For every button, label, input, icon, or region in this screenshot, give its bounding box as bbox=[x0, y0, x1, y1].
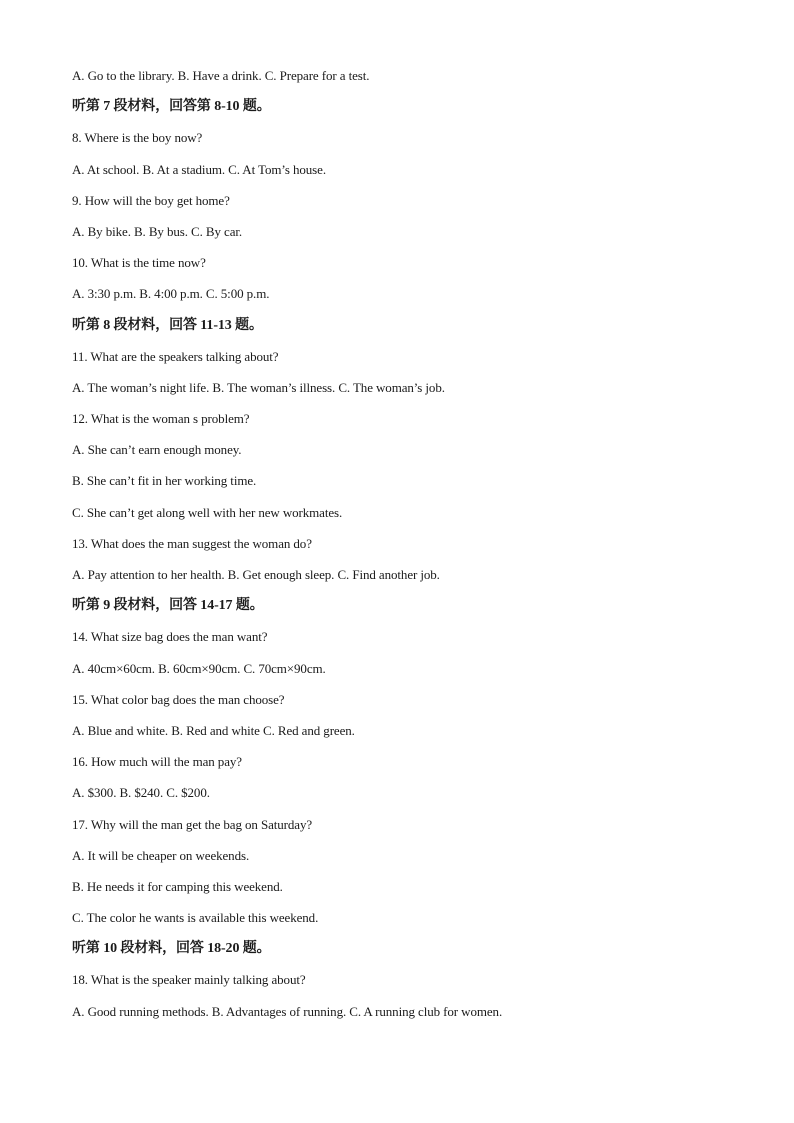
option-line: A. It will be cheaper on weekends. bbox=[72, 847, 250, 863]
option-line: A. $300. B. $240. C. $200. bbox=[72, 785, 210, 801]
section-heading: 听第 7 段材料，回答第 8-10 题。 bbox=[72, 99, 271, 115]
option-line: A. Go to the library. B. Have a drink. C. Prepare for a test. bbox=[72, 68, 370, 83]
option-line: A. Good running methods. B. Advantages of running. C. A running club for women. bbox=[72, 1003, 503, 1019]
option-line: A. 3:30 p.m. B. 4:00 p.m. C. 5:00 p.m. bbox=[72, 286, 270, 302]
option-line: A. At school. B. At a stadium. C. At Tom’s house. bbox=[72, 161, 326, 177]
option-line: B. She can’t fit in her working time. bbox=[72, 473, 257, 489]
option-line: A. By bike. B. By bus. C. By car. bbox=[72, 223, 243, 239]
question-line: 16. How much will the man pay? bbox=[72, 754, 242, 770]
section-heading: 听第 10 段材料，回答 18-20 题。 bbox=[72, 941, 271, 957]
option-line: C. The color he wants is available this weekend. bbox=[72, 910, 319, 926]
document-page bbox=[72, 66, 732, 1033]
option-line: C. She can’t get along well with her new workmates. bbox=[72, 504, 343, 520]
option-line: A. The woman’s night life. B. The woman’s illness. C. The woman’s job. bbox=[72, 379, 445, 395]
question-line: 9. How will the boy get home? bbox=[72, 192, 230, 208]
option-line: A. Pay attention to her health. B. Get enough sleep. C. Find another job. bbox=[72, 567, 440, 582]
question-line: 8. Where is the boy now? bbox=[72, 130, 203, 146]
option-line: B. He needs it for camping this weekend. bbox=[72, 878, 283, 894]
question-line: 15. What color bag does the man choose? bbox=[72, 691, 285, 707]
question-line: 17. Why will the man get the bag on Saturday? bbox=[72, 816, 313, 832]
section-heading: 听第 9 段材料，回答 14-17 题。 bbox=[72, 598, 264, 614]
question-line: 10. What is the time now? bbox=[72, 255, 206, 271]
option-line: A. Blue and white. B. Red and white C. Red and green. bbox=[72, 722, 355, 738]
question-line: 11. What are the speakers talking about? bbox=[72, 348, 279, 364]
question-line: 12. What is the woman s problem? bbox=[72, 411, 250, 427]
question-line: 13. What does the man suggest the woman do? bbox=[72, 535, 312, 551]
question-line: 14. What size bag does the man want? bbox=[72, 629, 268, 645]
option-line: A. She can’t earn enough money. bbox=[72, 442, 242, 458]
option-line: A. 40cm×60cm. B. 60cm×90cm. C. 70cm×90cm. bbox=[72, 660, 326, 676]
section-heading: 听第 8 段材料，回答 11-13 题。 bbox=[72, 317, 263, 333]
question-line: 18. What is the speaker mainly talking about? bbox=[72, 972, 306, 988]
